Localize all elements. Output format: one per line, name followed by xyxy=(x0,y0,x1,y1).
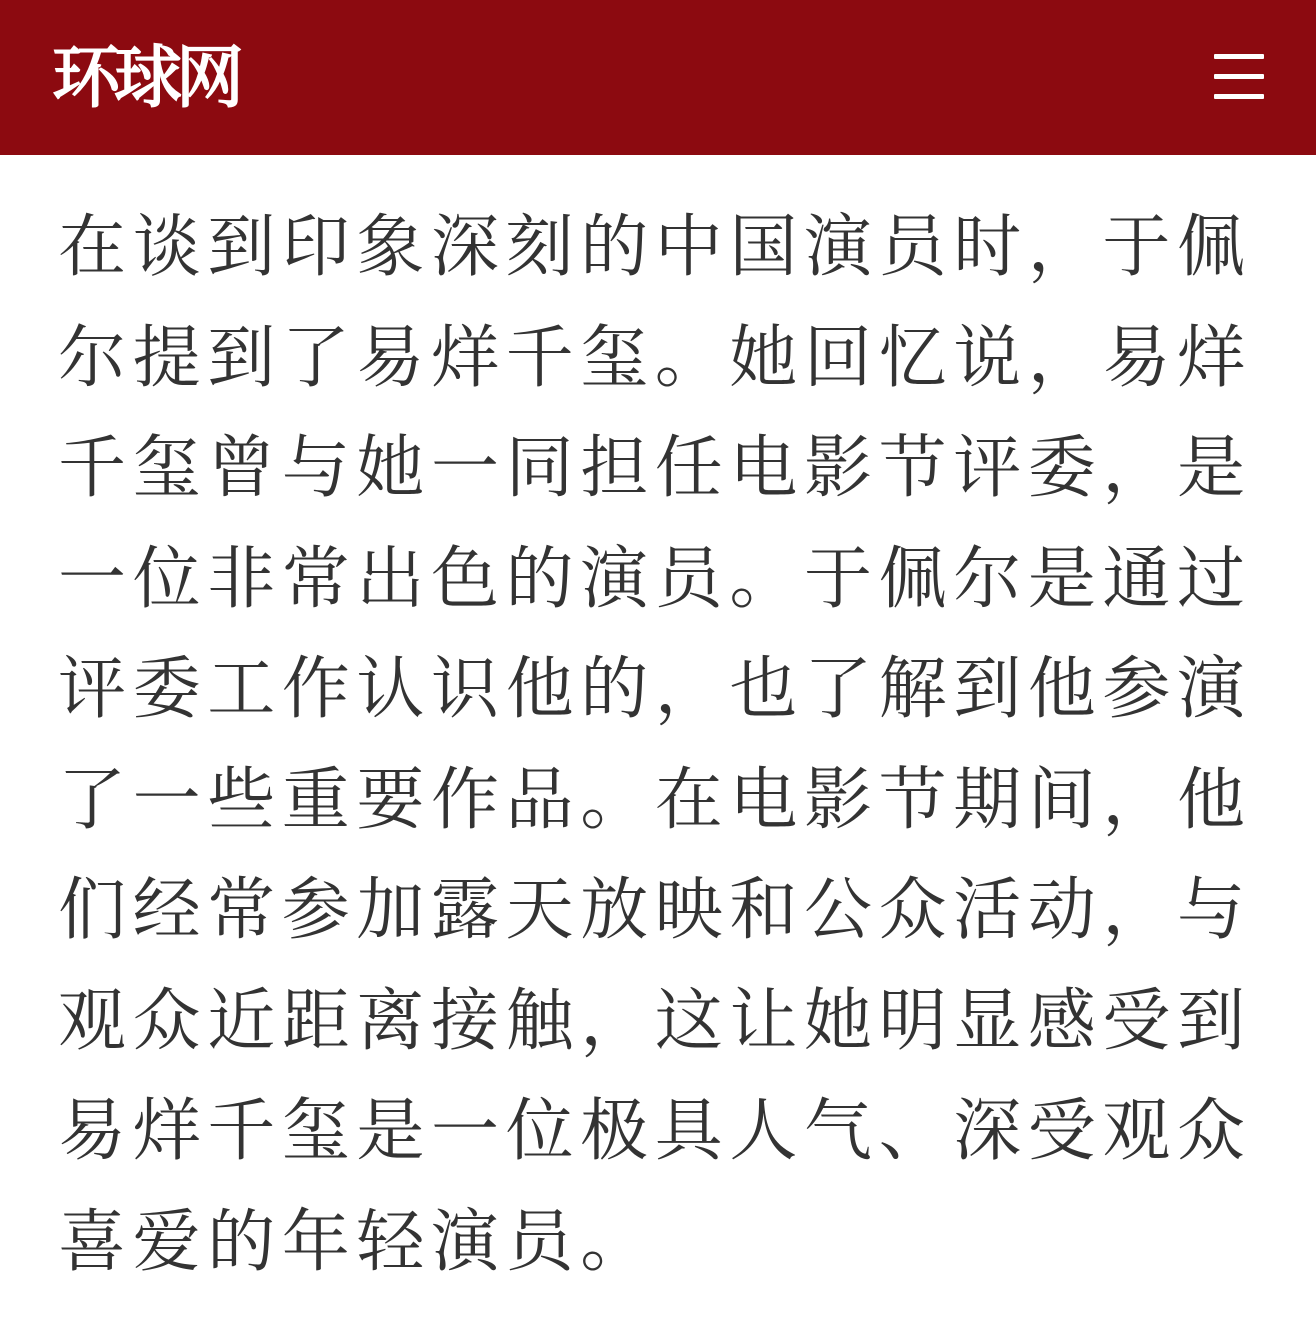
top-bar xyxy=(0,0,1316,155)
menu-icon-bar xyxy=(1214,94,1264,99)
article-paragraph: 在谈到印象深刻的中国演员时，于佩尔提到了易烊千玺。她回忆说，易烊千玺曾与她一同担任电影节评委，是一位非常出色的演员。于佩尔是通过评委工作认识他的，也了解到他参演了一些重要作品。在电影节期间，他们经常参加露天放映和公众活动，与观众近距离接触，这让她明显感受到易烊千玺是一位极具人气、深受观众喜爱的年轻演员。 xyxy=(58,208,1252,1282)
hamburger-menu-icon[interactable] xyxy=(1204,44,1274,110)
site-logo[interactable]: 环球网 xyxy=(52,39,239,118)
menu-icon-bar xyxy=(1214,74,1264,79)
menu-icon-bar xyxy=(1214,54,1264,59)
article-body xyxy=(0,155,1316,1323)
